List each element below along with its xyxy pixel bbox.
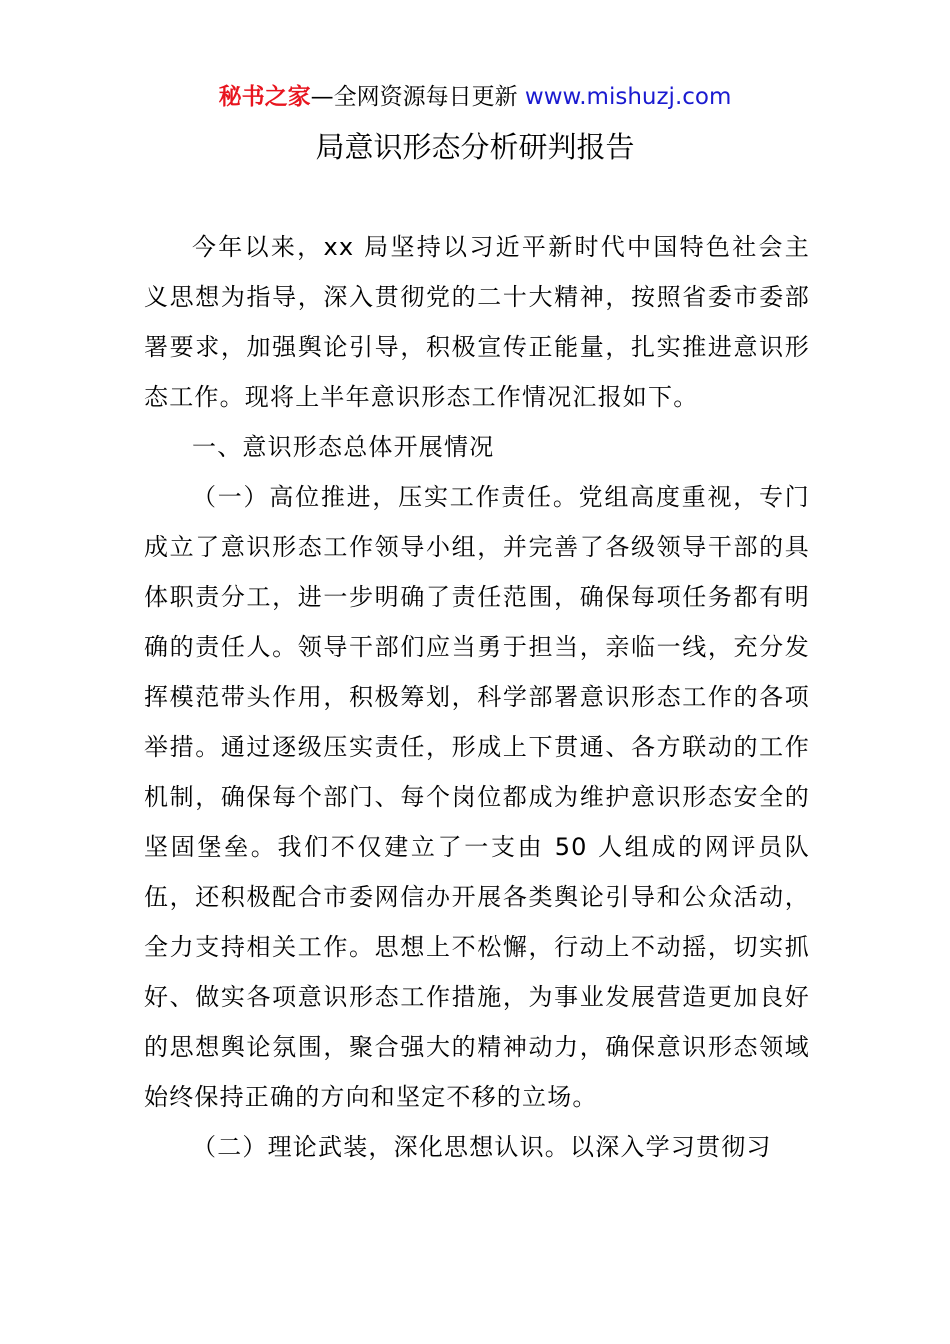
document-body (144, 222, 810, 1172)
site-url-link[interactable]: www.mishuzj.com (524, 84, 732, 110)
intro-paragraph: 今年以来，xx 局坚持以习近平新时代中国特色社会主义思想为指导，深入贯彻党的二十大精神，按照省委市委部署要求，加强舆论引导，积极宣传正能量，扎实推进意识形态工作。现将上半年意识形态工作情况汇报如下。 (144, 233, 810, 411)
body-paragraph: （一）高位推进，压实工作责任。党组高度重视，专门成立了意识形态工作领导小组，并完善了各级领导干部的具体职责分工，进一步明确了责任范围，确保每项任务都有明确的责任人。领导干部们应当勇于担当，亲临一线，充分发挥模范带头作用，积极筹划，科学部署意识形态工作的各项举措。通过逐级压实责任，形成上下贯通、各方联动的工作机制，确保每个部门、每个岗位都成为维护意识形态安全的坚固堡垒。我们不仅建立了一支由 50 人组成的网评员队伍，还积极配合市委网信办开展各类舆论引导和公众活动，全力支持相关工作。思想上不松懈，行动上不动摇，切实抓好、做实各项意识形态工作措施，为事业发展营造更加良好的思想舆论氛围，聚合强大的精神动力，确保意识形态领域始终保持正确的方向和坚定不移的立场。 (144, 483, 810, 1111)
site-brand: 秘书之家 (218, 84, 311, 110)
site-header (0, 80, 950, 114)
document-title: 局意识形态分析研判报告 (315, 130, 635, 164)
section-heading: 一、意识形态总体开展情况 (192, 433, 495, 461)
body-paragraph: （二）理论武装，深化思想认识。以深入学习贯彻习 (192, 1133, 772, 1161)
site-tagline: —全网资源每日更新 (310, 84, 518, 110)
